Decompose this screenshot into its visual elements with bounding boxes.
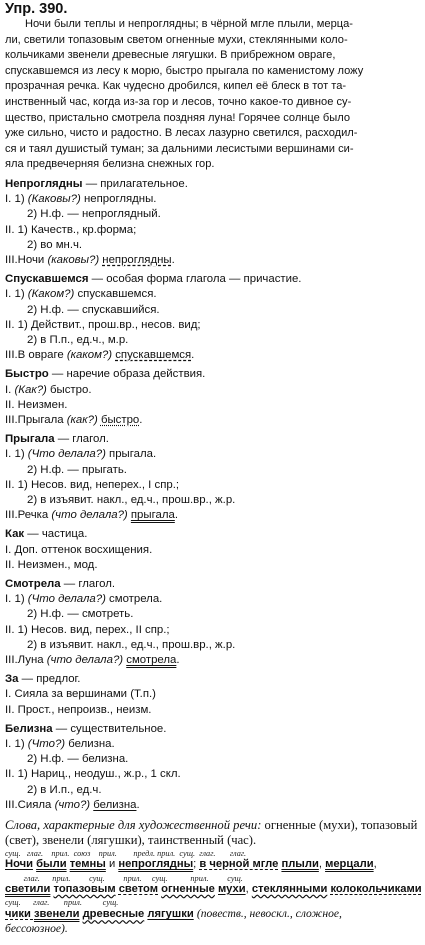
part-of-speech: — прилагательное. (82, 177, 188, 190)
parse-heading (5, 672, 420, 687)
underlined-word: белизна (93, 798, 137, 811)
punct: . (174, 509, 178, 522)
punct: . (171, 253, 175, 266)
parse-label: I. 1) (5, 593, 28, 606)
parse-line (5, 287, 420, 302)
question: (Каковы?) (27, 193, 81, 206)
parse-line: 2) в П.п., ед.ч., м.р. (27, 333, 129, 346)
parse-label: I. 1) (5, 288, 28, 301)
question: (что?) (54, 798, 91, 811)
parse-block-smotrela (5, 577, 420, 668)
paragraph-line: яла предвечерняя белизна снежных гор. (5, 158, 215, 171)
parse-line: II. 1) Несов. вид, неперех., I спр.; (5, 478, 180, 491)
question: (каком?) (66, 349, 113, 362)
parsed-word: Спускавшемся (5, 273, 89, 286)
parsed-word: Прыгала (5, 433, 55, 446)
parse-text: прыгала. (105, 448, 157, 461)
parse-label: I. (5, 383, 15, 396)
predicate: мерцали (325, 858, 374, 871)
parse-text: спускавшемся. (74, 288, 157, 301)
note-lead: Слова, характерные для художественной речи: (5, 818, 262, 833)
underlined-word: непроглядны (102, 253, 172, 266)
parse-text: белизна. (65, 738, 115, 751)
parse-line (5, 508, 420, 523)
predicate: были (36, 858, 67, 871)
paragraph-line: инственный час, когда из-за гор и лесов, точно какое-то дивное су- (5, 95, 352, 108)
parse-line: II. 1) Качеств., кр.форма; (5, 223, 137, 236)
parse-line: 2) Н.ф. — непроглядный. (27, 208, 161, 221)
parse-line: I. Доп. оттенок восхищения. (5, 543, 153, 556)
underlined-word: прыгала (130, 509, 175, 522)
parsed-word: Смотрела (5, 578, 61, 591)
part-of-speech: — существительное. (52, 722, 167, 735)
parse-line (5, 348, 420, 363)
paragraph-line: щество, пристально смотрела поздняя луна! Горячее солнце было (5, 111, 350, 124)
question: (Что?) (27, 738, 66, 751)
question: (каковы?) (47, 253, 100, 266)
part-of-speech: — особая форма глагола — причастие. (88, 273, 302, 286)
punct: , (245, 882, 252, 895)
parse-text: III.Луна (5, 654, 47, 667)
adverbial: колокольчиками (330, 882, 422, 895)
parse-text: быстро. (46, 383, 92, 396)
subject: мухи (218, 882, 246, 895)
predicate: непроглядны (118, 858, 194, 871)
paragraph-line: уже сильно, чисто и радостно. В лесах лазурно светился, расходил- (5, 127, 358, 140)
parse-line: 2) Н.ф. — прыгать. (27, 463, 127, 476)
parse-line (5, 383, 420, 398)
question: (Как?) (14, 383, 47, 396)
paragraph-line: спускавшемся из лесу к морю, быстро прыгала по каменистому ложу (5, 64, 364, 77)
attribute: топазовым (53, 882, 116, 895)
analysis-line (5, 907, 420, 922)
adverbial: в черной мгле (199, 858, 279, 871)
parse-text: III.Сияла (5, 798, 55, 811)
predicate: звенели (33, 908, 80, 921)
parse-text: III.Прыгала (5, 413, 67, 426)
attribute: стеклянными (251, 882, 328, 895)
parse-label: I. 1) (5, 193, 28, 206)
parse-line (5, 253, 420, 268)
parse-label: I. 1) (5, 448, 28, 461)
pos-annotation-line: глаг. прил. сущ. прил. сущ. прил. сущ. (5, 873, 243, 883)
exercise-title: Упр. 390. (5, 1, 68, 17)
paragraph-line: прозрачная речка. Как чудесно дробился, кипел её блеск в тот та- (5, 80, 347, 93)
parse-line: 2) в И.п., ед.ч. (27, 783, 102, 796)
parse-line: II. 1) Действит., прош.вр., несов. вид; (5, 318, 201, 331)
parse-heading (5, 722, 420, 737)
punct: , (318, 858, 326, 871)
parse-line (5, 592, 420, 607)
part-of-speech: — предлог. (18, 673, 81, 686)
question: (как?) (66, 413, 98, 426)
attribute: огненные (161, 882, 215, 895)
parse-heading (5, 272, 420, 287)
parse-block-za (5, 672, 420, 718)
parse-text: III.В овраге (5, 349, 67, 362)
pos-annotation-line: сущ. глаг. прил. сущ. (5, 898, 119, 908)
parse-heading (5, 432, 420, 447)
parse-heading (5, 577, 420, 592)
parse-line: II. Неизмен., мод. (5, 558, 98, 571)
parse-text: непроглядны. (80, 193, 157, 206)
parsed-word: За (5, 673, 19, 686)
parse-block-bystro (5, 367, 420, 428)
parse-line: II. Неизмен. (5, 398, 68, 411)
punct: ; (193, 858, 200, 871)
adverbial: светом (118, 882, 159, 895)
subject: лягушки (147, 908, 194, 921)
sentence-characteristics: (повеств., невоскл., сложное, (196, 907, 342, 921)
parsed-word: Как (5, 528, 25, 541)
punct: . (191, 349, 195, 362)
question: (что делала?) (51, 509, 128, 522)
parse-block-belizna (5, 722, 420, 813)
sentence-characteristics-end: бессоюзное). (5, 921, 68, 935)
attribute: древесные (82, 908, 145, 921)
artistic-words-note (5, 818, 420, 847)
sentence-analysis (5, 849, 420, 935)
parse-line (5, 798, 420, 813)
parse-line: II. Прост., непроизв., неизм. (5, 703, 152, 716)
predicate: светили (5, 882, 51, 895)
parsed-word: Быстро (5, 368, 49, 381)
note-text: огненные (мухи), топазовый (свет), звенели (лягушки), таинственный (час). (5, 818, 418, 847)
parse-line (5, 192, 420, 207)
question: (Каком?) (27, 288, 75, 301)
parse-heading (5, 367, 420, 382)
predicate: плыли (281, 858, 319, 871)
parse-text: III.Ночи (5, 253, 48, 266)
paragraph-line: кольчиками звенели древесные лягушки. В прибрежном овраге, (5, 49, 336, 62)
predicate: темны (69, 858, 106, 871)
parse-line: II. 1) Несов. вид, перех., II спр.; (5, 623, 170, 636)
subject: Ночи (5, 858, 34, 871)
paragraph-line: ся и таял душистый туман; за дальними лесистыми вершинами си- (5, 142, 354, 155)
parse-line: 2) Н.ф. — спускавшийся. (27, 303, 160, 316)
punct: . (136, 798, 140, 811)
parse-block-spuskavshemsya (5, 272, 420, 363)
parse-block-neproglyadny (5, 177, 420, 268)
parse-line: 2) во мн.ч. (27, 238, 83, 251)
parse-label: I. 1) (5, 738, 28, 751)
parse-heading (5, 177, 420, 192)
part-of-speech: — глагол. (54, 433, 109, 446)
parse-line: 2) Н.ф. — смотреть. (27, 608, 134, 621)
parse-text: смотрела. (105, 593, 163, 606)
parse-line (5, 737, 420, 752)
parse-block-kak (5, 527, 420, 573)
punct: . (139, 413, 143, 426)
part-of-speech: — глагол. (60, 578, 116, 591)
question: (что делала?) (46, 654, 124, 667)
question: (Что делала?) (27, 448, 106, 461)
punct: , (373, 858, 377, 871)
parse-line: I. Сияла за вершинами (Т.п.) (5, 688, 156, 701)
paragraph-line: Ночи были теплы и непроглядны; в чёрной мгле плыли, мерца- (25, 18, 353, 30)
parse-line (5, 653, 420, 668)
parse-line: 2) Н.ф. — белизна. (27, 753, 129, 766)
parse-line: 2) в изъявит. накл., ед.ч., прош.вр., ж.р. (27, 638, 236, 651)
underlined-word: быстро (100, 413, 140, 426)
part-of-speech: — частица. (24, 528, 88, 541)
question: (Что делала?) (27, 593, 106, 606)
parsed-word: Непроглядны (5, 177, 83, 190)
parse-line: II. 1) Нариц., неодуш., ж.р., 1 скл. (5, 768, 181, 781)
parse-heading (5, 527, 420, 542)
underlined-word: спускавшемся (115, 349, 192, 362)
analysis-line (5, 883, 420, 897)
parse-text: III.Речка (5, 509, 52, 522)
paragraph-line: ли, светили топазовым светом огненные мухи, стеклянными коло- (5, 33, 348, 46)
part-of-speech: — наречие образа действия. (48, 368, 206, 381)
parse-line: 2) в изъявит. накл., ед.ч., прош.вр., ж.р. (27, 494, 236, 506)
pos-annotation-line: сущ. глаг. прил. союз прил. предл. прил. сущ. глаг. глаг. (5, 849, 247, 859)
underlined-word: смотрела (126, 654, 177, 667)
parse-line (5, 447, 420, 462)
analysis-line (5, 858, 420, 872)
adverbial-end: чики (5, 908, 34, 921)
conjunction: и (105, 858, 119, 871)
parse-line (5, 413, 420, 428)
parse-block-prygala (5, 432, 420, 523)
parsed-word: Белизна (5, 722, 53, 735)
exercise-paragraph (5, 17, 420, 173)
punct: . (176, 654, 180, 667)
